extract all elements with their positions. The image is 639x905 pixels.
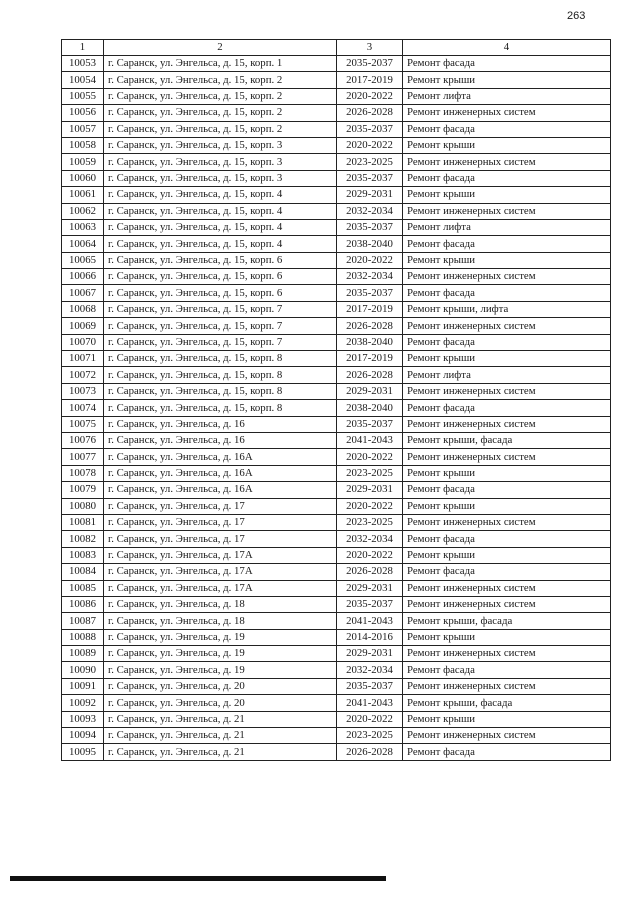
table-row	[62, 367, 611, 383]
period-cell: 2035-2037	[337, 121, 403, 137]
row-number-cell: 10080	[62, 498, 104, 514]
period-cell: 2023-2025	[337, 728, 403, 744]
table-row	[62, 285, 611, 301]
row-number-cell: 10073	[62, 383, 104, 399]
table-row	[62, 416, 611, 432]
address-cell: г. Саранск, ул. Энгельса, д. 15, корп. 8	[104, 400, 337, 416]
work-type-cell: Ремонт крыши	[403, 711, 611, 727]
work-type-cell: Ремонт фасада	[403, 662, 611, 678]
work-type-cell: Ремонт фасада	[403, 564, 611, 580]
address-cell: г. Саранск, ул. Энгельса, д. 20	[104, 695, 337, 711]
row-number-cell: 10072	[62, 367, 104, 383]
work-type-cell: Ремонт крыши	[403, 465, 611, 481]
address-cell: г. Саранск, ул. Энгельса, д. 15, корп. 4	[104, 219, 337, 235]
row-number-cell: 10055	[62, 88, 104, 104]
table-row	[62, 432, 611, 448]
period-cell: 2041-2043	[337, 613, 403, 629]
work-type-cell: Ремонт лифта	[403, 219, 611, 235]
row-number-cell: 10081	[62, 514, 104, 530]
period-cell: 2029-2031	[337, 482, 403, 498]
row-number-cell: 10059	[62, 154, 104, 170]
work-type-cell: Ремонт крыши, фасада	[403, 613, 611, 629]
period-cell: 2029-2031	[337, 383, 403, 399]
repair-schedule-table	[61, 39, 611, 761]
table-row	[62, 564, 611, 580]
row-number-cell: 10075	[62, 416, 104, 432]
table-row	[62, 695, 611, 711]
address-cell: г. Саранск, ул. Энгельса, д. 15, корп. 8	[104, 351, 337, 367]
address-cell: г. Саранск, ул. Энгельса, д. 15, корп. 1	[104, 56, 337, 72]
period-cell: 2026-2028	[337, 564, 403, 580]
address-cell: г. Саранск, ул. Энгельса, д. 15, корп. 3	[104, 137, 337, 153]
row-number-cell: 10067	[62, 285, 104, 301]
address-cell: г. Саранск, ул. Энгельса, д. 17А	[104, 580, 337, 596]
address-cell: г. Саранск, ул. Энгельса, д. 16А	[104, 465, 337, 481]
period-cell: 2041-2043	[337, 695, 403, 711]
address-cell: г. Саранск, ул. Энгельса, д. 15, корп. 8	[104, 383, 337, 399]
work-type-cell: Ремонт фасада	[403, 400, 611, 416]
address-cell: г. Саранск, ул. Энгельса, д. 15, корп. 7	[104, 318, 337, 334]
period-cell: 2035-2037	[337, 285, 403, 301]
period-cell: 2032-2034	[337, 662, 403, 678]
column-header-address: 2	[104, 40, 337, 56]
work-type-cell: Ремонт инженерных систем	[403, 383, 611, 399]
period-cell: 2038-2040	[337, 400, 403, 416]
work-type-cell: Ремонт лифта	[403, 88, 611, 104]
scan-edge-bar	[10, 876, 386, 881]
row-number-cell: 10083	[62, 547, 104, 563]
work-type-cell: Ремонт инженерных систем	[403, 580, 611, 596]
row-number-cell: 10095	[62, 744, 104, 760]
table-row	[62, 72, 611, 88]
row-number-cell: 10071	[62, 351, 104, 367]
work-type-cell: Ремонт инженерных систем	[403, 449, 611, 465]
row-number-cell: 10088	[62, 629, 104, 645]
address-cell: г. Саранск, ул. Энгельса, д. 18	[104, 613, 337, 629]
table-row	[62, 170, 611, 186]
address-cell: г. Саранск, ул. Энгельса, д. 17А	[104, 564, 337, 580]
work-type-cell: Ремонт крыши	[403, 137, 611, 153]
work-type-cell: Ремонт инженерных систем	[403, 105, 611, 121]
period-cell: 2020-2022	[337, 137, 403, 153]
address-cell: г. Саранск, ул. Энгельса, д. 21	[104, 744, 337, 760]
work-type-cell: Ремонт фасада	[403, 744, 611, 760]
period-cell: 2026-2028	[337, 367, 403, 383]
work-type-cell: Ремонт инженерных систем	[403, 269, 611, 285]
table-row	[62, 465, 611, 481]
period-cell: 2020-2022	[337, 252, 403, 268]
address-cell: г. Саранск, ул. Энгельса, д. 15, корп. 3	[104, 170, 337, 186]
row-number-cell: 10056	[62, 105, 104, 121]
work-type-cell: Ремонт фасада	[403, 285, 611, 301]
row-number-cell: 10091	[62, 678, 104, 694]
row-number-cell: 10086	[62, 596, 104, 612]
table-row	[62, 449, 611, 465]
row-number-cell: 10078	[62, 465, 104, 481]
address-cell: г. Саранск, ул. Энгельса, д. 16	[104, 416, 337, 432]
work-type-cell: Ремонт инженерных систем	[403, 678, 611, 694]
address-cell: г. Саранск, ул. Энгельса, д. 21	[104, 711, 337, 727]
row-number-cell: 10085	[62, 580, 104, 596]
address-cell: г. Саранск, ул. Энгельса, д. 15, корп. 2	[104, 72, 337, 88]
row-number-cell: 10090	[62, 662, 104, 678]
work-type-cell: Ремонт фасада	[403, 334, 611, 350]
address-cell: г. Саранск, ул. Энгельса, д. 17	[104, 514, 337, 530]
period-cell: 2017-2019	[337, 72, 403, 88]
period-cell: 2035-2037	[337, 219, 403, 235]
table-row	[62, 613, 611, 629]
period-cell: 2026-2028	[337, 318, 403, 334]
address-cell: г. Саранск, ул. Энгельса, д. 20	[104, 678, 337, 694]
period-cell: 2020-2022	[337, 498, 403, 514]
table-row	[62, 121, 611, 137]
address-cell: г. Саранск, ул. Энгельса, д. 16А	[104, 449, 337, 465]
table-row	[62, 383, 611, 399]
row-number-cell: 10060	[62, 170, 104, 186]
work-type-cell: Ремонт крыши	[403, 351, 611, 367]
work-type-cell: Ремонт инженерных систем	[403, 416, 611, 432]
address-cell: г. Саранск, ул. Энгельса, д. 15, корп. 2	[104, 88, 337, 104]
address-cell: г. Саранск, ул. Энгельса, д. 15, корп. 4	[104, 187, 337, 203]
table-row	[62, 662, 611, 678]
table-row	[62, 219, 611, 235]
work-type-cell: Ремонт крыши	[403, 629, 611, 645]
table-row	[62, 203, 611, 219]
row-number-cell: 10061	[62, 187, 104, 203]
table-body	[62, 56, 611, 761]
table-row	[62, 187, 611, 203]
table-row	[62, 580, 611, 596]
work-type-cell: Ремонт крыши	[403, 498, 611, 514]
period-cell: 2026-2028	[337, 744, 403, 760]
work-type-cell: Ремонт крыши	[403, 252, 611, 268]
table-row	[62, 269, 611, 285]
table-row	[62, 514, 611, 530]
table-row	[62, 498, 611, 514]
row-number-cell: 10064	[62, 236, 104, 252]
row-number-cell: 10074	[62, 400, 104, 416]
work-type-cell: Ремонт фасада	[403, 236, 611, 252]
address-cell: г. Саранск, ул. Энгельса, д. 15, корп. 6	[104, 269, 337, 285]
work-type-cell: Ремонт инженерных систем	[403, 154, 611, 170]
work-type-cell: Ремонт крыши	[403, 187, 611, 203]
period-cell: 2032-2034	[337, 203, 403, 219]
work-type-cell: Ремонт фасада	[403, 482, 611, 498]
table-header-row	[62, 40, 611, 56]
address-cell: г. Саранск, ул. Энгельса, д. 15, корп. 7	[104, 301, 337, 317]
address-cell: г. Саранск, ул. Энгельса, д. 17А	[104, 547, 337, 563]
work-type-cell: Ремонт крыши, фасада	[403, 432, 611, 448]
table-row	[62, 596, 611, 612]
table-row	[62, 728, 611, 744]
row-number-cell: 10084	[62, 564, 104, 580]
row-number-cell: 10058	[62, 137, 104, 153]
work-type-cell: Ремонт инженерных систем	[403, 596, 611, 612]
work-type-cell: Ремонт фасада	[403, 121, 611, 137]
row-number-cell: 10062	[62, 203, 104, 219]
table-row	[62, 531, 611, 547]
column-header-number: 1	[62, 40, 104, 56]
work-type-cell: Ремонт лифта	[403, 367, 611, 383]
address-cell: г. Саранск, ул. Энгельса, д. 15, корп. 3	[104, 154, 337, 170]
table-row	[62, 236, 611, 252]
work-type-cell: Ремонт фасада	[403, 56, 611, 72]
period-cell: 2029-2031	[337, 646, 403, 662]
period-cell: 2032-2034	[337, 269, 403, 285]
address-cell: г. Саранск, ул. Энгельса, д. 15, корп. 6	[104, 285, 337, 301]
address-cell: г. Саранск, ул. Энгельса, д. 17	[104, 531, 337, 547]
table-row	[62, 629, 611, 645]
column-header-work-type: 4	[403, 40, 611, 56]
page-number: 263	[567, 10, 586, 22]
period-cell: 2035-2037	[337, 416, 403, 432]
period-cell: 2026-2028	[337, 105, 403, 121]
period-cell: 2020-2022	[337, 88, 403, 104]
work-type-cell: Ремонт инженерных систем	[403, 646, 611, 662]
work-type-cell: Ремонт крыши	[403, 547, 611, 563]
table-row	[62, 301, 611, 317]
period-cell: 2035-2037	[337, 56, 403, 72]
address-cell: г. Саранск, ул. Энгельса, д. 15, корп. 4	[104, 203, 337, 219]
period-cell: 2035-2037	[337, 596, 403, 612]
row-number-cell: 10092	[62, 695, 104, 711]
row-number-cell: 10069	[62, 318, 104, 334]
period-cell: 2038-2040	[337, 236, 403, 252]
table-row	[62, 646, 611, 662]
work-type-cell: Ремонт крыши	[403, 72, 611, 88]
column-header-period: 3	[337, 40, 403, 56]
row-number-cell: 10079	[62, 482, 104, 498]
table-row	[62, 744, 611, 760]
address-cell: г. Саранск, ул. Энгельса, д. 16	[104, 432, 337, 448]
row-number-cell: 10054	[62, 72, 104, 88]
table-row	[62, 318, 611, 334]
period-cell: 2014-2016	[337, 629, 403, 645]
row-number-cell: 10082	[62, 531, 104, 547]
period-cell: 2029-2031	[337, 580, 403, 596]
work-type-cell: Ремонт крыши, лифта	[403, 301, 611, 317]
address-cell: г. Саранск, ул. Энгельса, д. 19	[104, 646, 337, 662]
work-type-cell: Ремонт фасада	[403, 170, 611, 186]
row-number-cell: 10089	[62, 646, 104, 662]
period-cell: 2020-2022	[337, 711, 403, 727]
table-row	[62, 400, 611, 416]
address-cell: г. Саранск, ул. Энгельса, д. 15, корп. 7	[104, 334, 337, 350]
row-number-cell: 10063	[62, 219, 104, 235]
period-cell: 2035-2037	[337, 170, 403, 186]
table-row	[62, 482, 611, 498]
row-number-cell: 10076	[62, 432, 104, 448]
period-cell: 2023-2025	[337, 514, 403, 530]
row-number-cell: 10077	[62, 449, 104, 465]
row-number-cell: 10094	[62, 728, 104, 744]
address-cell: г. Саранск, ул. Энгельса, д. 16А	[104, 482, 337, 498]
address-cell: г. Саранск, ул. Энгельса, д. 19	[104, 662, 337, 678]
period-cell: 2017-2019	[337, 351, 403, 367]
work-type-cell: Ремонт инженерных систем	[403, 318, 611, 334]
row-number-cell: 10065	[62, 252, 104, 268]
table-row	[62, 154, 611, 170]
table-row	[62, 88, 611, 104]
row-number-cell: 10087	[62, 613, 104, 629]
address-cell: г. Саранск, ул. Энгельса, д. 15, корп. 8	[104, 367, 337, 383]
table-row	[62, 547, 611, 563]
row-number-cell: 10057	[62, 121, 104, 137]
period-cell: 2023-2025	[337, 465, 403, 481]
row-number-cell: 10066	[62, 269, 104, 285]
work-type-cell: Ремонт фасада	[403, 531, 611, 547]
period-cell: 2041-2043	[337, 432, 403, 448]
work-type-cell: Ремонт инженерных систем	[403, 203, 611, 219]
table-row	[62, 351, 611, 367]
period-cell: 2020-2022	[337, 449, 403, 465]
table-row	[62, 56, 611, 72]
address-cell: г. Саранск, ул. Энгельса, д. 21	[104, 728, 337, 744]
period-cell: 2032-2034	[337, 531, 403, 547]
work-type-cell: Ремонт инженерных систем	[403, 514, 611, 530]
work-type-cell: Ремонт инженерных систем	[403, 728, 611, 744]
address-cell: г. Саранск, ул. Энгельса, д. 15, корп. 2	[104, 121, 337, 137]
row-number-cell: 10093	[62, 711, 104, 727]
table-row	[62, 711, 611, 727]
period-cell: 2023-2025	[337, 154, 403, 170]
address-cell: г. Саранск, ул. Энгельса, д. 15, корп. 2	[104, 105, 337, 121]
period-cell: 2035-2037	[337, 678, 403, 694]
work-type-cell: Ремонт крыши, фасада	[403, 695, 611, 711]
period-cell: 2038-2040	[337, 334, 403, 350]
address-cell: г. Саранск, ул. Энгельса, д. 18	[104, 596, 337, 612]
row-number-cell: 10068	[62, 301, 104, 317]
address-cell: г. Саранск, ул. Энгельса, д. 17	[104, 498, 337, 514]
table-row	[62, 678, 611, 694]
address-cell: г. Саранск, ул. Энгельса, д. 15, корп. 6	[104, 252, 337, 268]
table-row	[62, 137, 611, 153]
table-row	[62, 334, 611, 350]
period-cell: 2017-2019	[337, 301, 403, 317]
row-number-cell: 10070	[62, 334, 104, 350]
period-cell: 2029-2031	[337, 187, 403, 203]
period-cell: 2020-2022	[337, 547, 403, 563]
table-row	[62, 252, 611, 268]
address-cell: г. Саранск, ул. Энгельса, д. 15, корп. 4	[104, 236, 337, 252]
row-number-cell: 10053	[62, 56, 104, 72]
table-row	[62, 105, 611, 121]
address-cell: г. Саранск, ул. Энгельса, д. 19	[104, 629, 337, 645]
